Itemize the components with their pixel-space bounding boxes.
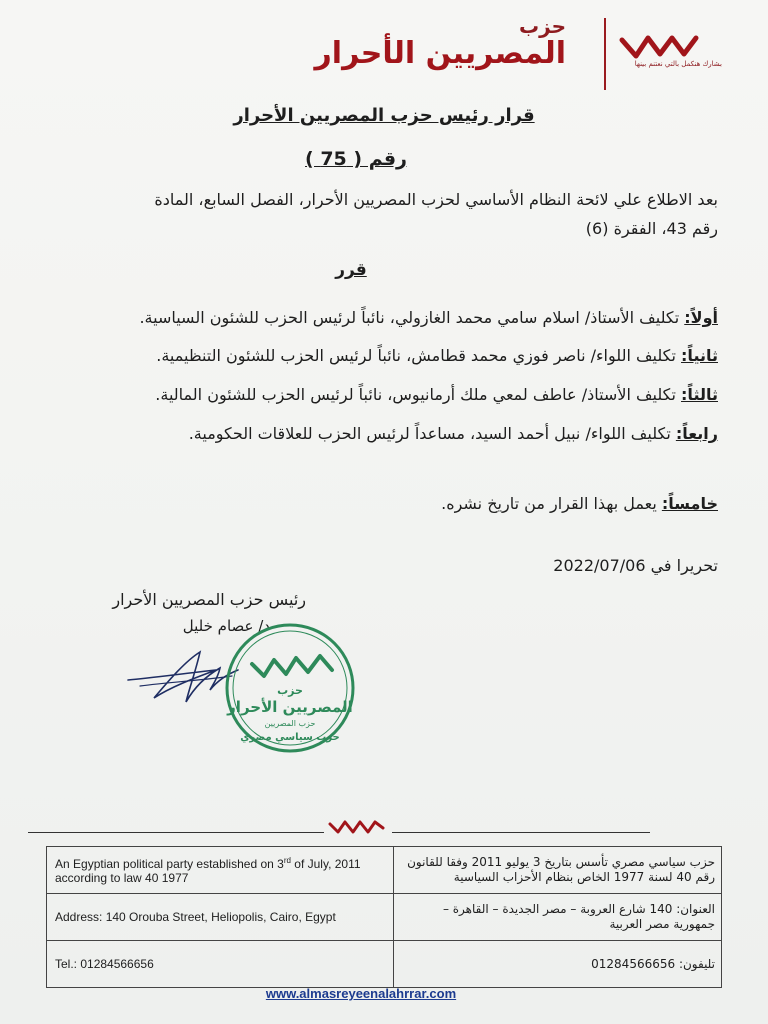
stamp-line-1: حزب bbox=[277, 684, 303, 697]
table-row bbox=[47, 941, 722, 988]
decision-item bbox=[189, 424, 718, 443]
item-text: تكليف الأستاذ/ عاطف لمعي ملك أرمانيوس، نائباً لرئيس الحزب للشئون المالية. bbox=[155, 385, 682, 404]
item-label: ثالثاً: bbox=[681, 385, 718, 404]
footer-cell-en: Tel.: 01284566656 bbox=[47, 941, 394, 988]
issue-date: تحريرا في 2022/07/06 bbox=[553, 556, 718, 575]
footer-cell-ar: العنوان: 140 شارع العروبة – مصر الجديدة – القاهرة – جمهورية مصر العربية bbox=[394, 894, 722, 941]
item-label: خامساً: bbox=[661, 494, 718, 513]
item-text: تكليف اللواء/ ناصر فوزي محمد قطامش، نائباً لرئيس الحزب للشئون التنظيمية. bbox=[156, 346, 682, 365]
decision-item bbox=[155, 385, 718, 404]
item-label: أولاً: bbox=[684, 308, 718, 327]
logo-divider bbox=[604, 18, 606, 90]
item-text: يعمل بهذا القرار من تاريخ نشره. bbox=[441, 494, 662, 513]
item-label: ثانياً: bbox=[681, 346, 718, 365]
logo-party-name: المصريين الأحرار bbox=[314, 36, 566, 71]
footer-rule-left bbox=[28, 832, 324, 833]
preamble-line-1: بعد الاطلاع علي لائحة النظام الأساسي لحزب المصريين الأحرار، الفصل السابع، المادة bbox=[154, 190, 718, 209]
decision-title: قرار رئيس حزب المصريين الأحرار bbox=[233, 105, 535, 126]
decided-heading: قرر bbox=[335, 260, 367, 280]
preamble-line-2: رقم 43، الفقرة (6) bbox=[585, 219, 718, 238]
item-text: تكليف الأستاذ/ اسلام سامي محمد الغازولي، نائباً لرئيس الحزب للشئون السياسية. bbox=[139, 308, 685, 327]
stamp-line-3: حزب المصريين bbox=[264, 719, 316, 728]
table-row bbox=[47, 847, 722, 894]
decision-item bbox=[139, 308, 718, 327]
president-name: د/ عصام خليل bbox=[182, 617, 270, 635]
stamp-line-2: المصريين الأحرار bbox=[227, 698, 353, 716]
footer-checkmarks-icon bbox=[326, 816, 388, 838]
logo-party-word: حزب bbox=[519, 14, 566, 38]
footer-cell-ar: حزب سياسي مصري تأسس بتاريخ 3 يوليو 2011 وفقا للقانون رقم 40 لسنة 1977 الخاص بنظام الأحزاب السياسية bbox=[394, 847, 722, 894]
decision-number: رقم ( 75 ) bbox=[305, 148, 407, 170]
decision-item bbox=[156, 346, 718, 365]
footer-rule-right bbox=[392, 832, 650, 833]
footer-info-table bbox=[46, 846, 722, 988]
party-stamp-icon bbox=[222, 620, 358, 756]
decision-item bbox=[441, 494, 718, 513]
footer-cell-ar: تليفون: 01284566656 bbox=[394, 941, 722, 988]
president-title: رئيس حزب المصريين الأحرار bbox=[112, 590, 306, 609]
item-text: تكليف اللواء/ نبيل أحمد السيد، مساعداً لرئيس الحزب للعلاقات الحكومية. bbox=[188, 424, 676, 443]
website-link[interactable]: www.almasreyeenalahrrar.com bbox=[265, 986, 457, 1001]
footer-cell-en: Address: 140 Orouba Street, Heliopolis, Cairo, Egypt bbox=[47, 894, 394, 941]
item-label: رابعاً: bbox=[675, 424, 718, 443]
logo-slogan: بشارك هنكمل بالتي نعتنم بينها bbox=[634, 60, 722, 68]
footer-cell-en: An Egyptian political party established on 3rd of July, 2011 according to law 40 1977 bbox=[47, 847, 394, 894]
table-row bbox=[47, 894, 722, 941]
party-logo bbox=[314, 12, 748, 92]
stamp-line-4: حزب سياسي مصري bbox=[240, 732, 340, 743]
